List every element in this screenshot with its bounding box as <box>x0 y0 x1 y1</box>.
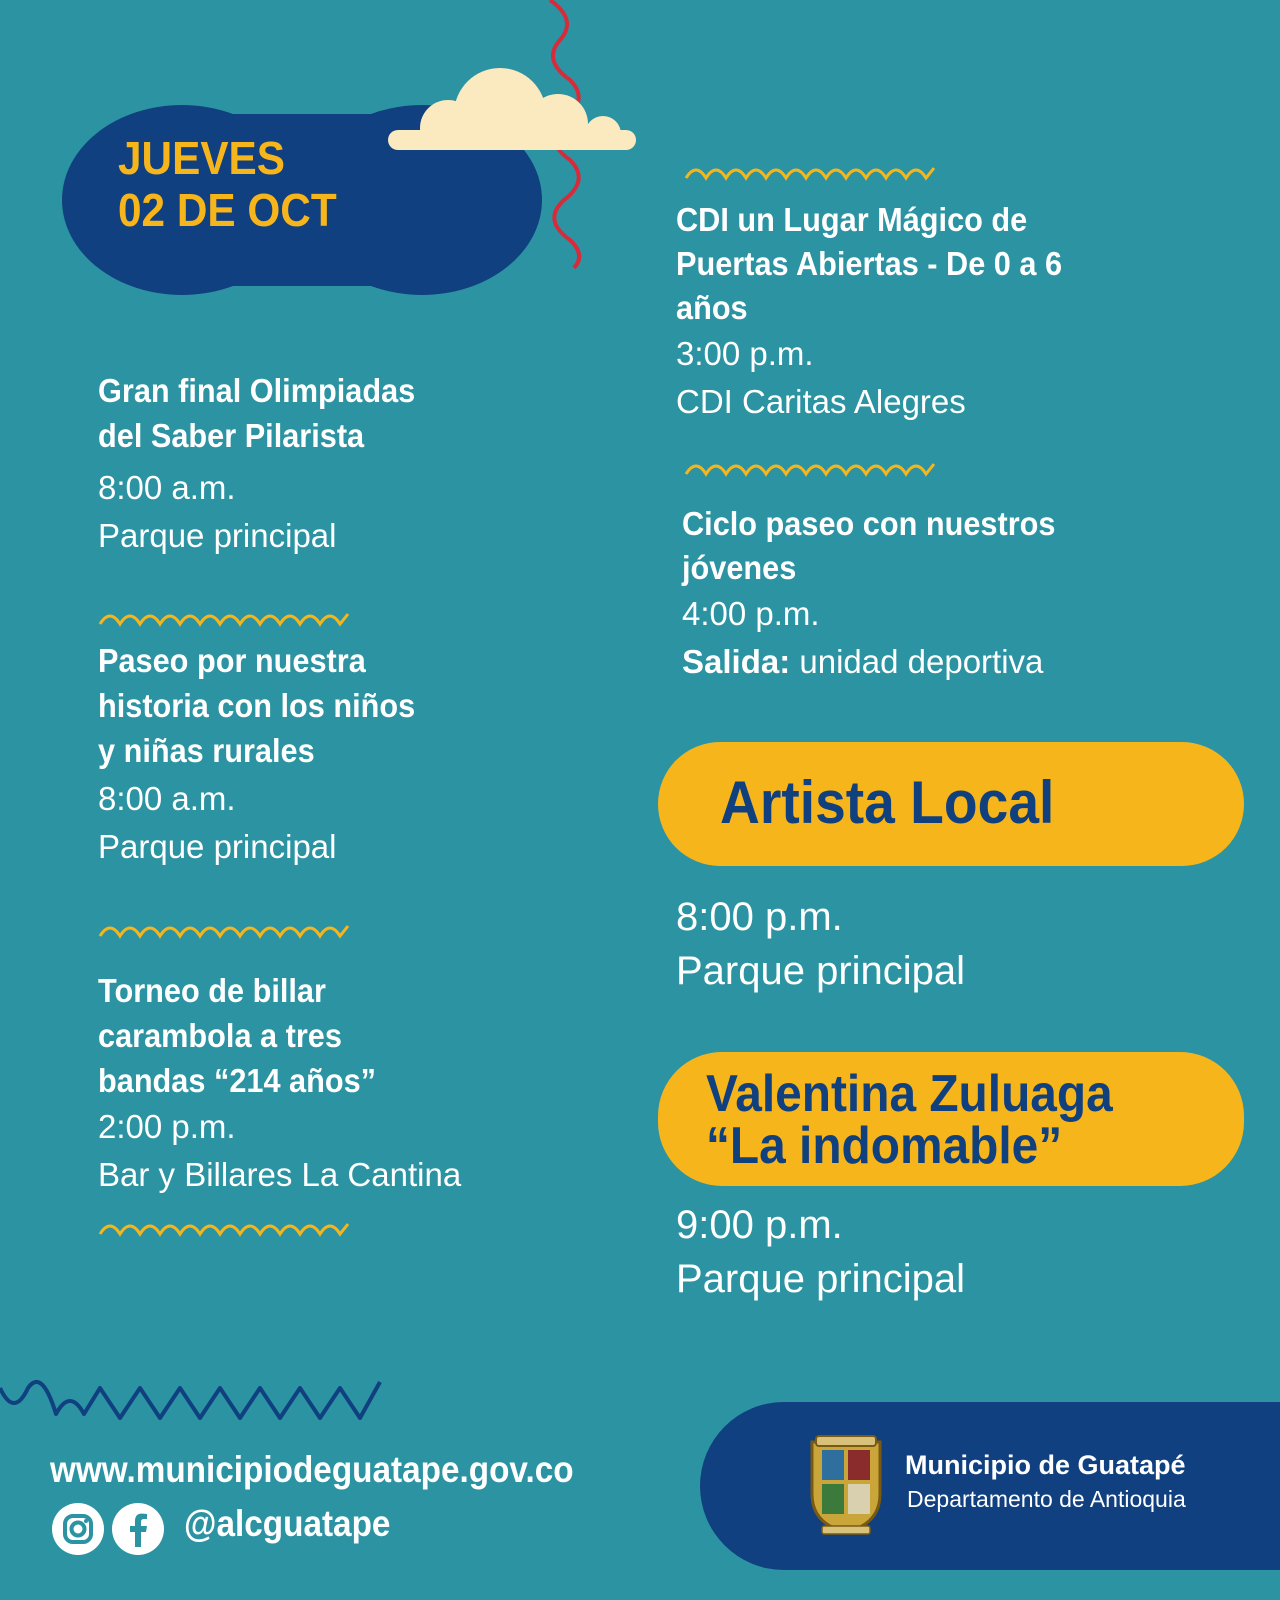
event-paseo-historia <box>98 638 439 871</box>
place-value: unidad deportiva <box>790 643 1044 680</box>
event-title: carambola a tres <box>98 1017 342 1054</box>
event-place: CDI Caritas Alegres <box>676 383 966 420</box>
event-time: 3:00 p.m. <box>676 335 814 372</box>
event-date <box>118 132 337 236</box>
event-title: bandas “214 años” <box>98 1062 377 1099</box>
artist-name: Artista Local <box>720 769 1055 836</box>
event-time: 4:00 p.m. <box>682 595 820 632</box>
artist-pill-valentina <box>658 1052 1244 1186</box>
event-title: del Saber Pilarista <box>98 417 365 454</box>
instagram-icon[interactable] <box>52 1503 104 1555</box>
event-time: 2:00 p.m. <box>98 1108 236 1145</box>
artist-name: Valentina Zuluaga <box>706 1065 1113 1123</box>
zigzag-divider <box>684 160 936 182</box>
coat-of-arms-seal <box>802 1432 890 1536</box>
day-label: JUEVES <box>118 132 286 184</box>
artist-time: 9:00 p.m. <box>676 1203 843 1247</box>
artist-name: “La indomable” <box>706 1117 1063 1175</box>
website-link[interactable]: www.municipiodeguatape.gov.co <box>50 1449 574 1490</box>
event-place <box>682 638 1084 686</box>
cream-cloud-decoration <box>388 66 636 150</box>
facebook-icon[interactable] <box>112 1503 164 1555</box>
event-title: historia con los niños <box>98 687 416 724</box>
place-label: Salida: <box>682 643 791 680</box>
municipality-name: Municipio de Guatapé <box>905 1450 1186 1480</box>
event-ciclo-paseo <box>682 502 1084 686</box>
zigzag-divider <box>98 918 350 940</box>
artist-pill-local <box>658 742 1244 866</box>
event-olimpiadas <box>98 368 439 560</box>
zigzag-divider <box>684 456 936 478</box>
navy-wave-decoration <box>0 1378 385 1428</box>
event-title: jóvenes <box>682 549 797 586</box>
event-title: CDI un Lugar Mágico de <box>676 201 1028 238</box>
event-cdi-lugar-magico <box>676 198 1091 426</box>
event-title: Torneo de billar <box>98 972 326 1009</box>
event-time: 8:00 a.m. <box>98 780 236 817</box>
event-place: Parque principal <box>98 828 337 865</box>
zigzag-divider <box>98 1216 350 1238</box>
zigzag-divider <box>98 606 350 628</box>
event-title: y niñas rurales <box>98 732 315 769</box>
event-time: 8:00 a.m. <box>98 469 236 506</box>
artist-place: Parque principal <box>676 1257 966 1301</box>
event-title: Paseo por nuestra <box>98 642 366 679</box>
department-name: Departamento de Antioquia <box>907 1486 1186 1512</box>
artist-time: 8:00 p.m. <box>676 895 843 939</box>
artist-place: Parque principal <box>676 949 966 993</box>
event-place: Bar y Billares La Cantina <box>98 1156 462 1193</box>
event-title: Puertas Abiertas - De 0 a 6 <box>676 245 1063 282</box>
event-torneo-billar <box>98 968 461 1199</box>
event-place: Parque principal <box>98 517 337 554</box>
event-title: años <box>676 289 748 326</box>
date-label: 02 DE OCT <box>118 184 337 236</box>
social-handle[interactable]: @alcguatape <box>184 1503 391 1544</box>
event-title: Gran final Olimpiadas <box>98 372 416 409</box>
event-title: Ciclo paseo con nuestros <box>682 505 1056 542</box>
